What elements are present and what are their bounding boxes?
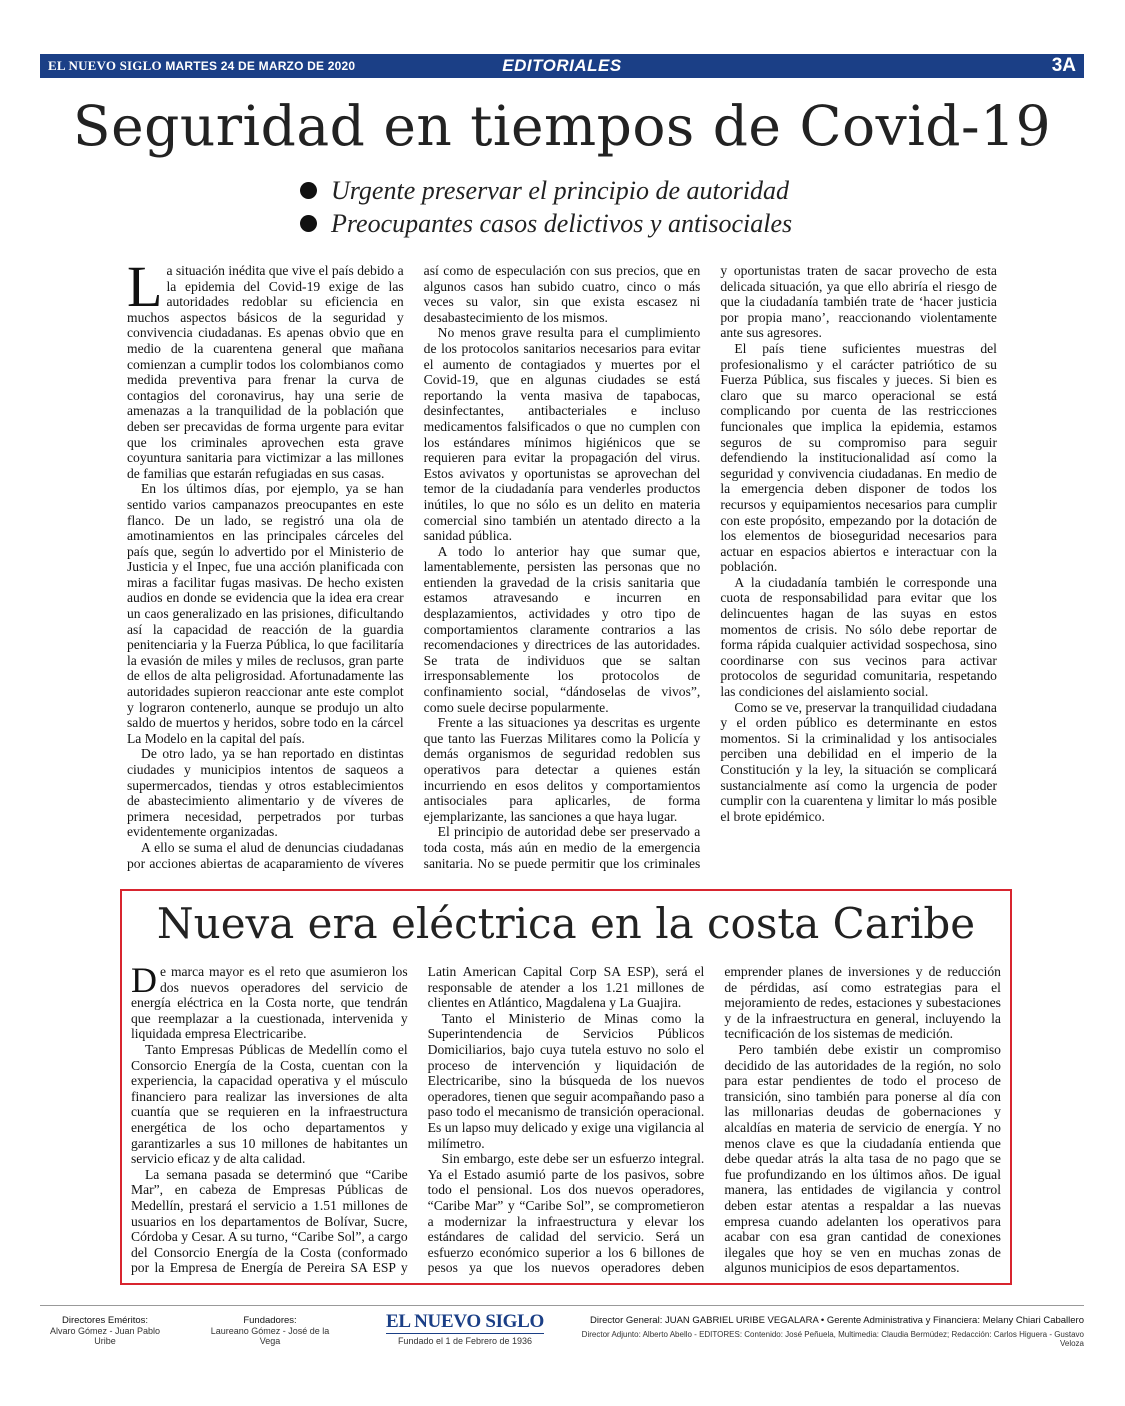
subhead-text: Urgente preservar el principio de autoridad: [331, 175, 790, 205]
article1-title: Seguridad en tiempos de Covid-19: [72, 94, 1052, 158]
footer-emeritos: [40, 1315, 170, 1346]
footer-label: Fundadores:: [243, 1315, 297, 1326]
paragraph: Como se ve, preservar la tranquilidad ciudadana y el orden público es determinante en estos momentos. Si la criminalidad y los antisociales perciben una debilidad en el imperio de la Constitución y la ley, la situación se complicará sustancialmente así como la urgencia de poder cumplir con la cuarentena y limitar lo más posible el brote epidémico.: [720, 699, 997, 824]
footer-fundadores: [205, 1315, 335, 1346]
bullet-icon: [300, 215, 317, 232]
footer-logo: EL NUEVO SIGLO: [385, 1311, 545, 1332]
subhead-text: Preocupantes casos delictivos y antisociales: [331, 208, 793, 238]
footer-founded: Fundado el 1 de Febrero de 1936: [397, 1336, 533, 1346]
paragraph: Frente a las situaciones ya descritas es urgente que tanto las Fuerzas Militares como la Policía y demás organismos de seguridad redoblen sus operativos para detectar a quienes están incurriendo en esos delitos y comportamientos antisociales para aplicarles, de forma ejemplarizante, las sanciones a que haya lugar.: [423, 715, 701, 824]
paragraph: La semana pasada se determinó que “Caribe Mar”, en cabeza de Empresas Públicas de Medellín, prestará el servicio a 1.51 millones de usuarios en los departamentos de Bolívar, Sucre, Córdoba y Cesar. A su turno, “Caribe Sol”, a cargo del Consorcio Energía de la Costa (conformado por la Empresa de Energía de Pereira SA ESP y Latin American Capital Corp SA ESP), será el responsable de atender a los 1.21 millones de clientes en Atlántico, Magdalena y La Guajira.: [131, 964, 705, 1276]
paragraph: No menos grave resulta para el cumplimiento de los protocolos sanitarios necesarios para evitar el aumento de contagiados y muertes por el Covid-19, que en algunas ciudades se está reportando la venta masiva de tapabocas, desinfectantes, antibacteriales e incluso medicamentos falsificados o que no cumplen con los estándares mínimos higiénicos que se requieren para evitar la propagación del virus. Estos avivatos y oportunistas se aprovechan del temor de la ciudadanía para venderles productos inútiles, lo que no sólo es un delito en materia comercial sino también un atentado directo a la sanidad pública.: [423, 325, 701, 544]
paragraph: Pero también debe existir un compromiso decidido de las autoridades de la región, no solo para estar pendientes de todo el proceso de transición, sino también para ponerse al día con las millonarias deudas de gobernaciones y alcaldías en materia de servicio de energía. Y no menos clave es que la ciudadanía entienda que debe quedar atrás la alta tasa de no pago que se fue profundizando en los últimos años. De igual manera, las entidades de vigilancia y control deben estar atentas a respaldar a las nuevas empresa cuando adelanten los operativos para acabar con esa gran cantidad de conexiones ilegales que hoy se ven en muchas zonas de algunos municipios de esos departamentos.: [724, 1041, 1001, 1276]
paragraph: El país tiene suficientes muestras del profesionalismo y el carácter patriótico de su Fuerza Pública, sus fiscales y jueces. Si bien es claro que su marco operacional se está complicando por cuenta de las restricciones funcionales que implica la epidemia, estamos seguros de su compromiso para seguir defendiendo la institucionalidad así como la seguridad y convivencia ciudadanas. En medio de la emergencia deben disponer de todos los recursos y equipamientos necesarios para cumplir con este propósito, empezando por la dotación de los elementos de bioseguridad necesarios para actuar en espacios abiertos e interactuar con la población.: [720, 340, 997, 575]
footer-divider: [40, 1305, 1084, 1306]
page-number: 3A: [1051, 55, 1076, 76]
page-header: [40, 54, 1084, 78]
section-name: EDITORIALES: [502, 56, 622, 75]
footer-credits-line1: Director General: JUAN GABRIEL URIBE VEGALARA • Gerente Administrativa y Financiera: Melany Chiari Caballero: [590, 1315, 1084, 1326]
paragraph: Tanto el Ministerio de Minas como la Superintendencia de Servicios Públicos Domiciliarios, bajo cuya tutela estuvo no solo el proceso de intervención y liquidación de Electricaribe, sino la búsqueda de los nuevos operadores, tienen que seguir acompañando paso a paso todo el mecanismo de transición operacional. Es un lapso muy delicado y exige una vigilancia al milímetro.: [427, 1010, 705, 1151]
footer-logo-block: [385, 1311, 545, 1346]
subhead: [300, 207, 1000, 240]
footer-names: Alvaro Gómez - Juan Pablo Uribe: [49, 1326, 161, 1346]
paragraph: En los últimos días, por ejemplo, ya se han sentido varios campanazos preocupantes en este flanco. De un lado, se registró una ola de amotinamientos en las principales cárceles del país que, según lo advertido por el Ministerio de Justicia y el Inpec, fue una acción planificada con miras a facilitar fugas masivas. De hecho existen audios en donde se evidencia que la idea era crear un caos generalizado en las prisiones, dificultando así la capacidad de reacción de la guardia penitenciaria y la Fuerza Pública, lo que facilitaría la evasión de miles y miles de reclusos, gran parte de ellos de alta peligrosidad. Afortunadamente las autoridades supieron reaccionar ante este complot y lograron contenerlo, aunque se produjo un alto saldo de muertos y heridos, sobre todo en la cárcel La Modelo en la capital del país.: [127, 481, 404, 746]
article1-subheads: [300, 174, 1000, 240]
paragraph: A la ciudadanía también le corresponde una cuota de responsabilidad para evitar que los delincuentes hagan de las suyas en estos momentos de crisis. No sólo debe reportar de forma rápida cualquier actividad sospechosa, sino coordinarse con sus vecinos para activar protocolos de seguridad comunitaria, respetando las condiciones del aislamiento social.: [720, 574, 997, 700]
paragraph: El principio de autoridad debe ser preservado a toda costa, más aún en medio de la emergencia sanitaria. No se puede permitir que los criminales y oportunistas traten de sacar provecho de esta delicada situación, ya que ello abriría el riesgo de que la ciudadanía también trate de ‘hacer justicia por propia mano’, reaccionando violentamente ante sus agresores.: [423, 263, 997, 871]
dropcap: L: [127, 263, 163, 319]
paragraph: Tanto Empresas Públicas de Medellín como el Consorcio Energía de la Costa, cuentan con la experiencia, la capacidad operativa y el músculo financiero para realizar las inversiones de alta cuantía que se requieren en la infraestructura energética de los ocho departamentos y garantizarles a sus 10 millones de habitantes un servicio eficaz y de alta calidad.: [131, 1041, 408, 1167]
bullet-icon: [300, 182, 317, 199]
dropcap: D: [131, 964, 157, 1000]
footer-credits: [560, 1315, 1084, 1348]
paragraph: A ello se suma el alud de denuncias ciudadanas por acciones abiertas de acaparamiento de víveres así como de especulación con sus precios, que en algunos casos han subido cuatro, cinco o más veces su valor, sin que exista escasez ni desabastecimiento de los mismos.: [127, 263, 701, 871]
article2-box: [120, 889, 1012, 1285]
header-date-text: MARTES 24 DE MARZO DE 2020: [165, 59, 356, 73]
footer-names: Laureano Gómez - José de la Vega: [210, 1326, 330, 1346]
paragraph: A todo lo anterior hay que sumar que, lamentablemente, persisten las personas que no entienden la gravedad de la crisis sanitaria que estamos atravesando e incurren en desplazamientos, actividades y otro tipo de comportamientos claramente contrarios a las recomendaciones y directrices de las autoridades. Se trata de individuos que se saltan irresponsablemente los protocolos de confinamiento social, “dándoselas de vivos”, como suele decirse popularmente.: [423, 543, 701, 715]
footer-label: Directores Eméritos:: [61, 1315, 149, 1326]
paragraph: Sin embargo, este debe ser un esfuerzo integral. Ya el Estado asumió parte de los pasivos, sobre todo el pensional. Los dos nuevos operadores, “Caribe Mar” y “Caribe Sol”, se comprometieron a modernizar la infraestructura y elevar los estándares de calidad del servicio. Será un esfuerzo económico superior a los 6 billones de pesos ya que los nuevos operadores deben emprender planes de inversiones y de reducción de pérdidas, así como estrategias para el mejoramiento de redes, estaciones y subestaciones y de la infraestructura en general, incluyendo la tecnificación de los sistemas de medición.: [427, 964, 1001, 1276]
header-brand: EL NUEVO SIGLO: [48, 58, 162, 73]
article1-body: [127, 263, 997, 879]
paragraph-text: e marca mayor es el reto que asumieron los dos nuevos operadores del servicio de energía eléctrica en la Costa norte, que tendrán que reemplazar a la cuestionada, intervenida y liquidada empresa Electricaribe.: [131, 964, 408, 1042]
footer-credits-line2: Director Adjunto: Alberto Abello - EDITORES: Contenido: José Peñuela, Multimedia: Claudia Bermúdez; Redacción: Carlos Higuera - Gustavo Veloza: [581, 1330, 1084, 1348]
paragraph: [131, 964, 408, 1042]
paragraph: De otro lado, ya se han reportado en distintas ciudades y municipios intentos de saqueos a supermercados, tiendas y otros establecimientos de abastecimiento alimentario y de víveres de primera necesidad, perpetrados por turbas evidentemente organizadas.: [127, 746, 404, 840]
paragraph: [127, 263, 404, 481]
article2-body: [131, 964, 1001, 1276]
article2-title: Nueva era eléctrica en la costa Caribe: [156, 899, 976, 948]
subhead: [300, 174, 1000, 207]
paragraph-text: a situación inédita que vive el país debido a la epidemia del Covid-19 exige de las autoridades redoblar su eficiencia en muchos aspectos básicos de la seguridad y convivencia ciudadanas. Es apenas obvio que en medio de la cuarentena general que mañana comienzan a cumplir todos los colombianos como medida preventiva para frenar la curva de contagios del coronavirus, hay una serie de amenazas a la tranquilidad de la población que deben ser precavidas de forma urgente para evitar que los criminales aprovechen esta grave coyuntura sanitaria para victimizar a las millones de familias que estarán refugiadas en sus casas.: [127, 263, 404, 481]
